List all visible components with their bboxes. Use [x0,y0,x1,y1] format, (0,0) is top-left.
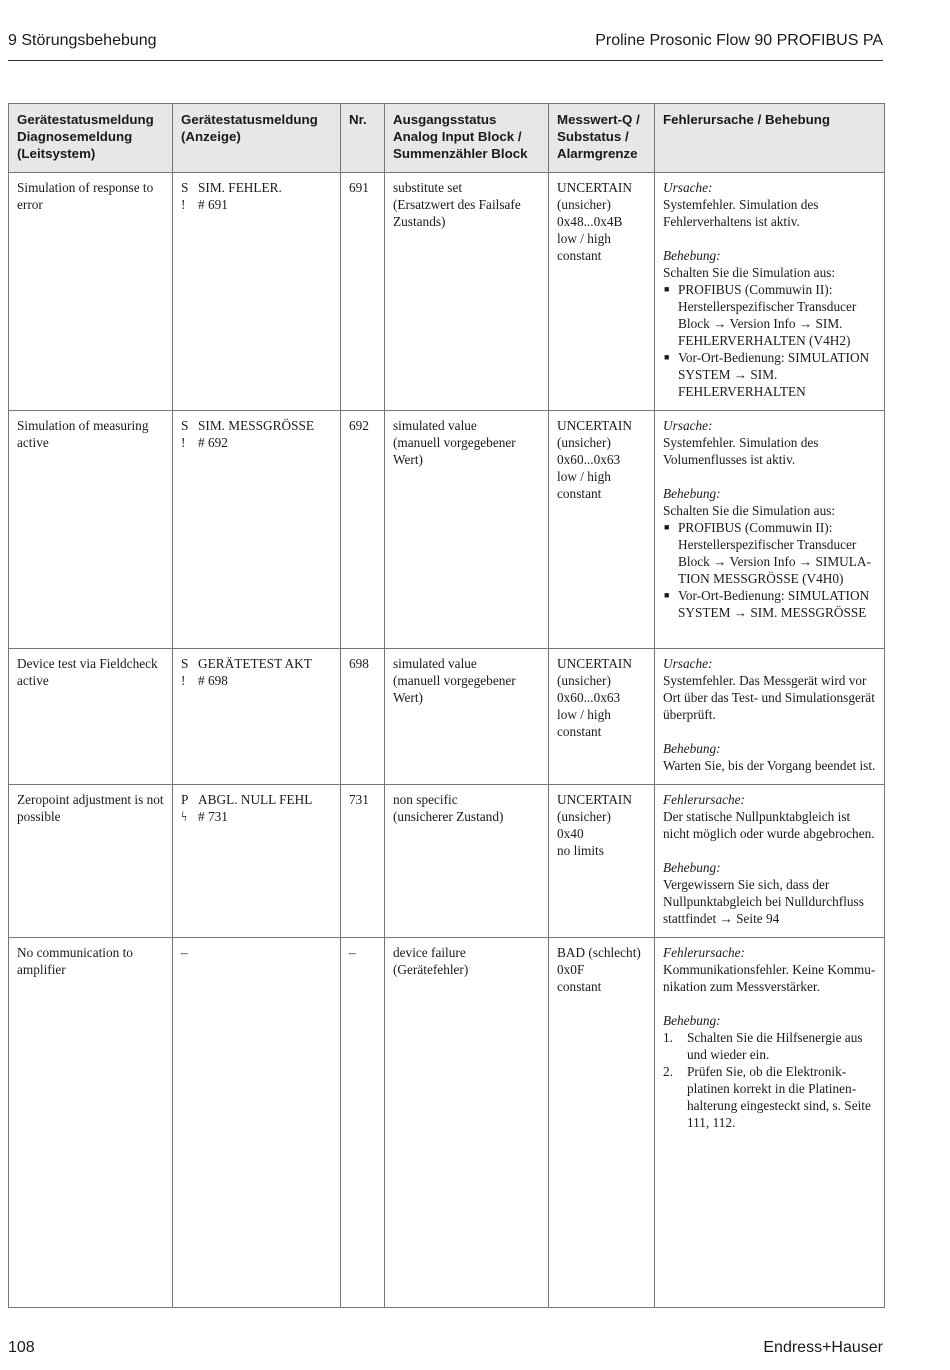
quality-line: no limits [557,843,604,858]
status-category-symbol: P [181,792,189,807]
quality-cell [549,173,655,411]
column-header-output-status: Ausgangsstatus Analog Input Block / Summenzähler Block [385,104,549,173]
status-type-symbol: ! [181,197,186,212]
step-number: 1. [663,1030,673,1045]
output-status: device failure [393,945,466,960]
diagnosis-cell: Simulation of measuring active [9,411,173,649]
remedy-bullet-list [663,281,876,400]
display-message: GERÄTETEST AKT [198,656,312,671]
cause-remedy-cell [655,785,885,938]
output-status: substitute set [393,180,463,195]
output-status-german: (Gerätefehler) [393,962,469,977]
chapter-heading: 9 Störungsbehebung [8,32,157,49]
product-title: Proline Prosonic Flow 90 PROFIBUS PA [595,32,883,49]
remedy-bullet: ■ Vor-Ort-Bedienung: SIMULATION SYSTEM → SIM. FEHLERVERHALTEN [663,349,876,400]
error-message-table [8,103,885,1308]
column-header-measurement-quality: Messwert-Q / Substatus / Alarmgrenze [549,104,655,173]
error-number-cell: – [341,938,385,1308]
cause-label: Fehlerursache: [663,792,745,807]
quality-cell [549,785,655,938]
display-code: # 731 [198,809,228,824]
error-number-cell: 691 [341,173,385,411]
remedy-label: Behebung: [663,1013,721,1028]
remedy-label: Behebung: [663,741,721,756]
output-status-german: (manuell vorgegebener Wert) [393,435,516,467]
quality-line: 0x0F [557,962,585,977]
quality-line: low / high [557,231,611,246]
output-status-cell [385,785,549,938]
error-number-cell: 731 [341,785,385,938]
step-number: 2. [663,1064,673,1079]
cause-remedy-cell [655,411,885,649]
display-cell [173,649,341,785]
display-cell [173,785,341,938]
remedy-bullet: ■ PROFIBUS (Commuwin II): Herstellerspezifischer Transducer Block → Version Info → SIM. FEHLERVERHALTEN (V4H2) [663,281,876,349]
remedy-text: Warten Sie, bis der Vorgang beendet ist. [663,758,876,773]
quality-line: UNCERTAIN [557,792,632,807]
display-message: SIM. FEHLER. [198,180,282,195]
diagnosis-cell: No communication to amplifier [9,938,173,1308]
remedy-label: Behebung: [663,486,721,501]
quality-line: BAD (schlecht) [557,945,641,960]
output-status-german: (Ersatzwert des Failsafe Zustands) [393,197,521,229]
quality-line: UNCERTAIN [557,180,632,195]
output-status-german: (manuell vorgegebener Wert) [393,673,516,705]
display-code: # 692 [198,435,228,450]
output-status-cell [385,938,549,1308]
quality-line: 0x60...0x63 [557,690,621,705]
error-number-cell: 692 [341,411,385,649]
cause-text: Kommunikationsfehler. Keine Kommu-nikation zum Messverstärker. [663,962,876,994]
error-number-cell: 698 [341,649,385,785]
page-number: 108 [8,1339,35,1356]
remedy-text: Schalten Sie die Simulation aus: [663,503,836,518]
remedy-label: Behebung: [663,248,721,263]
quality-line: (unsicher) [557,435,611,450]
lightning-icon: ϟ [181,809,187,824]
cause-remedy-cell [655,938,885,1308]
quality-cell [549,411,655,649]
quality-line: low / high [557,707,611,722]
status-category-symbol: S [181,418,189,433]
quality-line: 0x48...0x4B [557,214,623,229]
diagnosis-cell: Simulation of response to error [9,173,173,411]
quality-line: (unsicher) [557,673,611,688]
display-cell [173,173,341,411]
display-cell [173,411,341,649]
remedy-label: Behebung: [663,860,721,875]
quality-line: (unsicher) [557,809,611,824]
status-category-symbol: S [181,656,189,671]
quality-line: 0x40 [557,826,584,841]
header-divider [8,60,883,61]
remedy-bullet: ■ PROFIBUS (Commuwin II): Herstellerspezifischer Transducer Block → Version Info → SIMULA-TION MESSGRÖSSE (V4H0) [663,519,876,587]
output-status-cell [385,411,549,649]
quality-line: constant [557,979,602,994]
remedy-bullet: ■ Vor-Ort-Bedienung: SIMULATION SYSTEM → SIM. MESSGRÖSSE [663,587,876,621]
table-row [9,785,885,938]
status-category-symbol: S [181,180,189,195]
output-status: simulated value [393,656,477,671]
output-status-german: (unsicherer Zustand) [393,809,504,824]
quality-line: UNCERTAIN [557,656,632,671]
cause-remedy-cell [655,649,885,785]
table-row [9,173,885,411]
brand-logo-text: Endress+Hauser [763,1339,883,1356]
remedy-step-list [663,1029,876,1131]
step-text: Prüfen Sie, ob die Elektronik-platinen korrekt in die Platinen-halterung eingesteckt sind, s. Seite 111, 112. [687,1064,871,1130]
cause-text: Der statische Nullpunktabgleich ist nicht möglich oder wurde abgebrochen. [663,809,875,841]
display-code: # 691 [198,197,228,212]
status-type-symbol: ! [181,673,186,688]
table-row [9,411,885,649]
table-row [9,938,885,1308]
display-message: SIM. MESSGRÖSSE [198,418,315,433]
quality-cell [549,938,655,1308]
cause-text: Systemfehler. Simulation des Volumenflusses ist aktiv. [663,435,819,467]
quality-line: low / high [557,469,611,484]
remedy-step [663,1029,876,1063]
remedy-text: Vergewissern Sie sich, dass der Nullpunktabgleich bei Nulldurchfluss stattfindet → Seite 94 [663,877,864,926]
cause-label: Ursache: [663,180,713,195]
output-status: non specific [393,792,458,807]
display-message: ABGL. NULL FEHL [198,792,313,807]
column-header-display: Gerätestatusmeldung (Anzeige) [173,104,341,173]
step-text: Schalten Sie die Hilfsenergie aus und wieder ein. [687,1030,863,1062]
quality-line: constant [557,486,602,501]
table-header-row [9,104,885,173]
output-status-cell [385,649,549,785]
cause-label: Fehlerursache: [663,945,745,960]
display-code: # 698 [198,673,228,688]
remedy-bullet-list [663,519,876,621]
cause-text: Systemfehler. Das Messgerät wird vor Ort über das Test- und Simulationsgerät überprüft. [663,673,875,722]
quality-line: constant [557,724,602,739]
cause-remedy-cell [655,173,885,411]
column-header-diagnosis: Gerätestatusmeldung Diagnosemeldung (Leitsystem) [9,104,173,173]
table-row [9,649,885,785]
quality-line: (unsicher) [557,197,611,212]
quality-cell [549,649,655,785]
display-cell: – [173,938,341,1308]
output-status-cell [385,173,549,411]
status-type-symbol: ! [181,435,186,450]
quality-line: 0x60...0x63 [557,452,621,467]
quality-line: UNCERTAIN [557,418,632,433]
column-header-cause-remedy: Fehlerursache / Behebung [655,104,885,173]
remedy-text: Schalten Sie die Simulation aus: [663,265,836,280]
output-status: simulated value [393,418,477,433]
column-header-number: Nr. [341,104,385,173]
diagnosis-cell: Zeropoint adjustment is not possible [9,785,173,938]
remedy-step [663,1063,876,1131]
cause-label: Ursache: [663,656,713,671]
cause-text: Systemfehler. Simulation des Fehlerverhaltens ist aktiv. [663,197,819,229]
quality-line: constant [557,248,602,263]
diagnosis-cell: Device test via Fieldcheck active [9,649,173,785]
cause-label: Ursache: [663,418,713,433]
